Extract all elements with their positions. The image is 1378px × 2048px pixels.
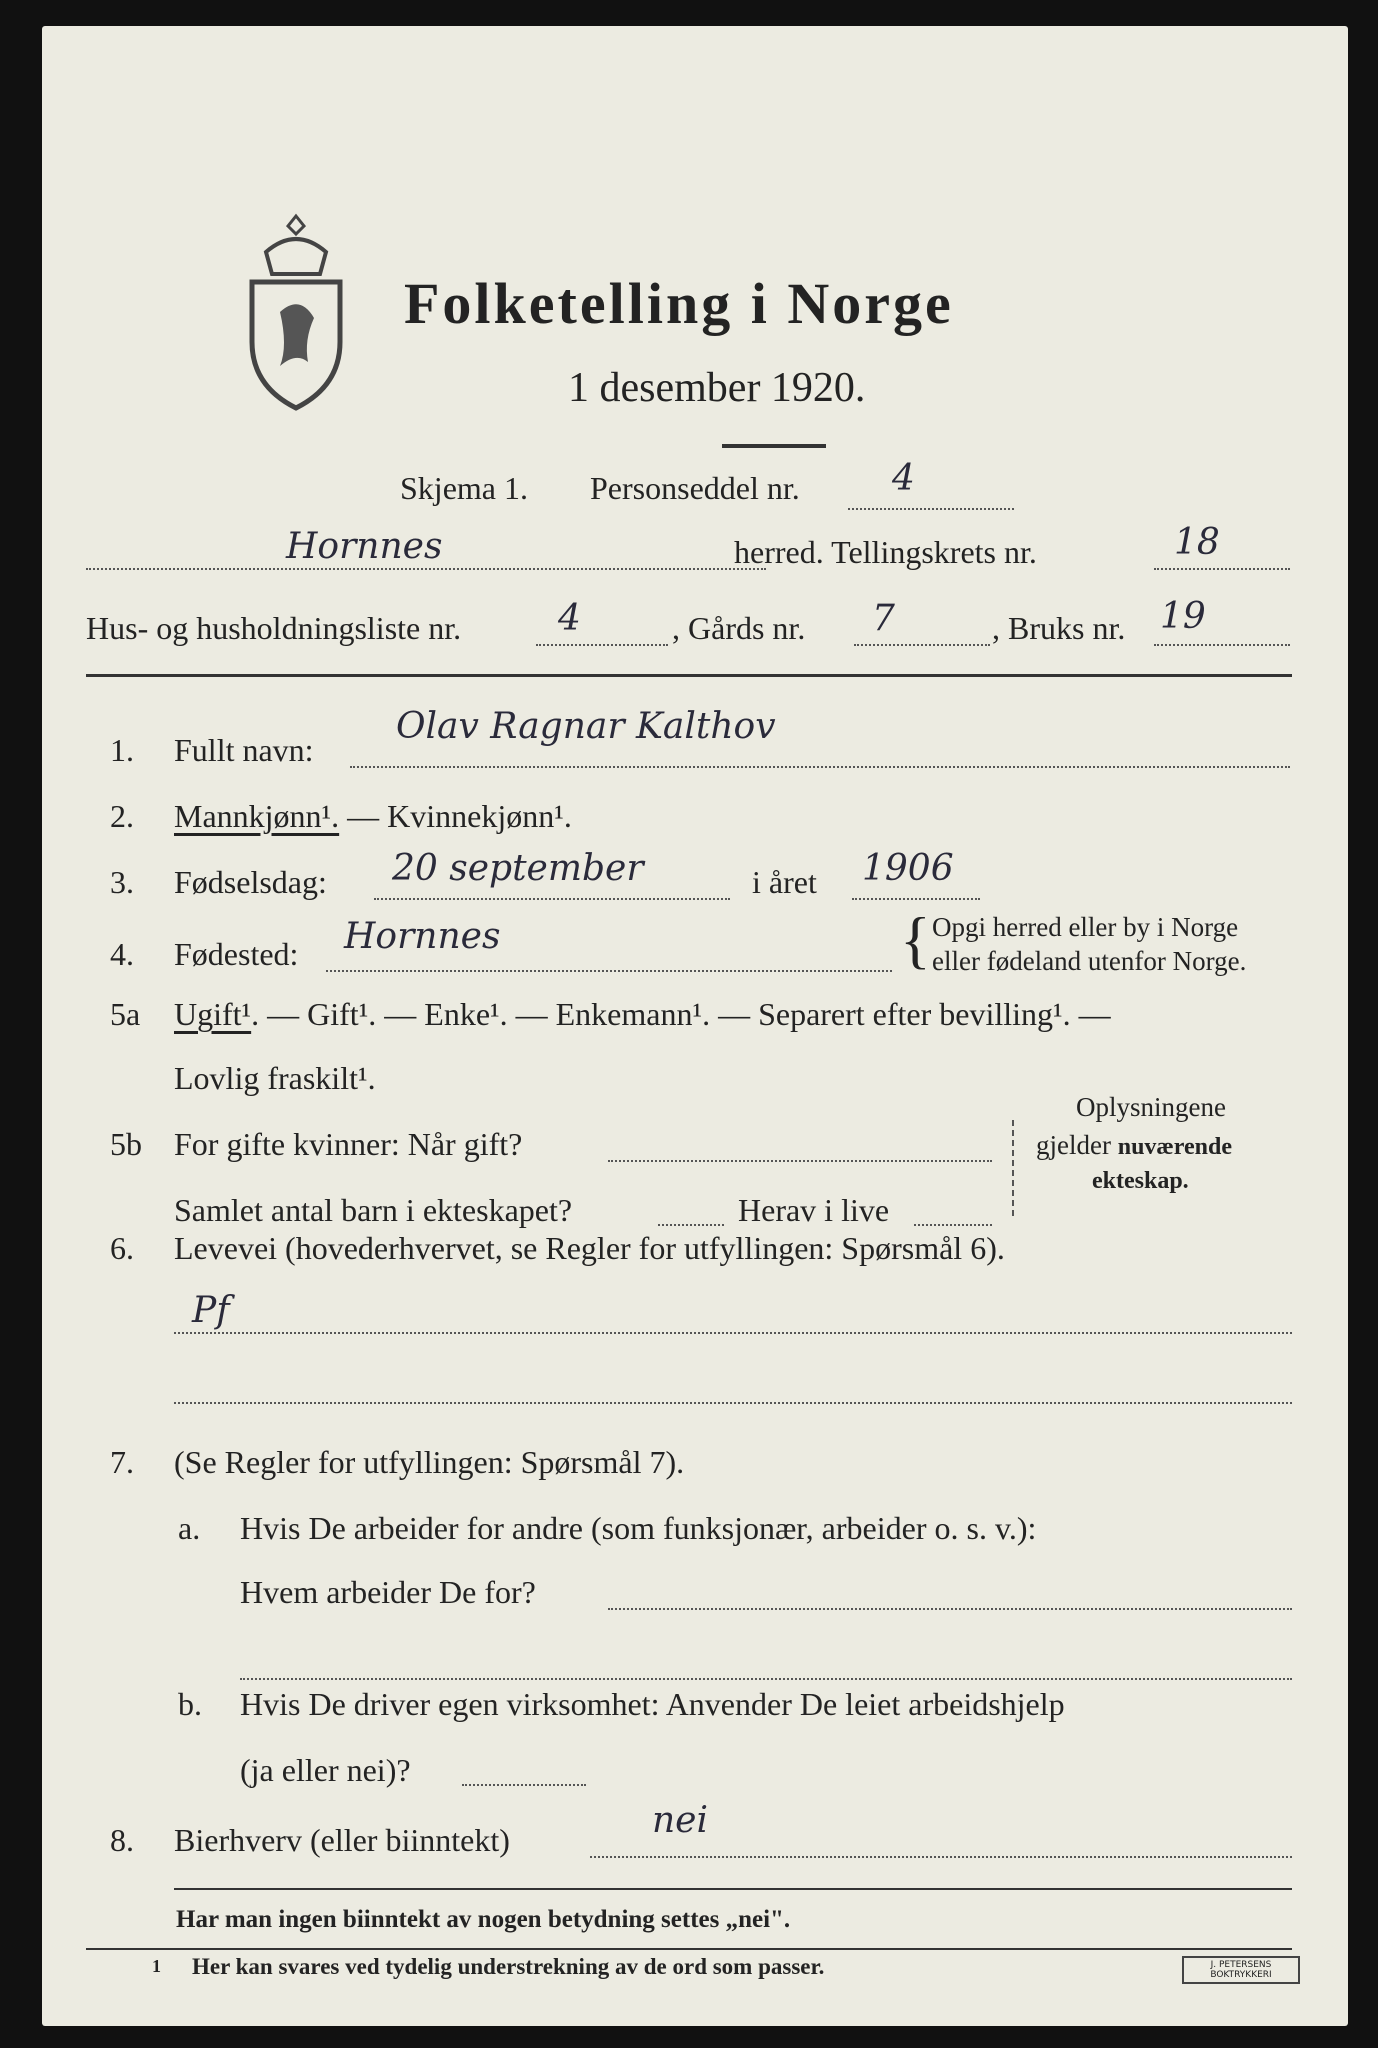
q6-line1 [174,1332,1292,1334]
q1-value: Olav Ragnar Kalthov [396,706,776,747]
q7b-letter: b. [178,1686,202,1722]
q3-label: Fødselsdag: [174,864,327,900]
q4-value: Hornnes [344,916,501,957]
census-date: 1 desember 1920. [568,365,866,411]
q3-year-label: i året [752,864,817,900]
footer-rule-bottom [86,1948,1292,1950]
q8-number: 8. [110,1822,134,1858]
schema-label: Skjema 1. [400,470,528,506]
q6-label: Levevei (hovederhvervet, se Regler for utfyllingen: Spørsmål 6). [174,1230,1005,1266]
q5b-label1: For gifte kvinner: Når gift? [174,1126,523,1162]
q5a-option-fraskilt: Lovlig fraskilt¹. [174,1060,376,1096]
q7a-label: Hvis De arbeider for andre (som funksjonær, arbeider o. s. v.): [240,1510,1037,1546]
title-divider [722,444,826,448]
tellingskrets-value: 18 [1174,522,1220,563]
herred-line [86,568,766,570]
q5b-line3 [914,1224,992,1226]
q5b-note-bold: nuværende [1117,1134,1232,1160]
page-title: Folketelling i Norge [404,271,954,336]
gards-line [854,644,990,646]
q5b-note-gjelder: gjelder [1036,1130,1118,1160]
bruks-label: , Bruks nr. [992,610,1126,646]
q7a-line2 [240,1678,1292,1680]
q8-line [590,1856,1292,1858]
q2-option-kvinne: Kvinnekjønn¹. [387,798,572,834]
q7b-question: (ja eller nei)? [240,1752,411,1788]
q4-label: Fødested: [174,936,299,972]
footnote-text: Her kan svares ved tydelig understrekning av de ord som passer. [192,1954,825,1979]
gards-value: 7 [872,598,895,639]
q3-number: 3. [110,864,134,900]
q2-label [174,798,572,835]
personseddel-line [848,508,1014,510]
q7-label: (Se Regler for utfyllingen: Spørsmål 7). [174,1444,685,1480]
census-form [42,26,1348,2026]
hus-value: 4 [558,598,581,639]
q5a-number: 5a [110,996,141,1032]
herred-label: herred. Tellingskrets nr. [734,534,1037,570]
q7-number: 7. [110,1444,134,1480]
personseddel-value: 4 [892,458,915,499]
q2-separator: — [339,798,388,834]
q2-number: 2. [110,798,134,834]
q3-year-value: 1906 [862,848,954,889]
hus-label: Hus- og husholdningsliste nr. [86,610,462,646]
q1-label: Fullt navn: [174,732,314,768]
q5b-number: 5b [110,1126,142,1162]
q5a-rest: . — Gift¹. — Enke¹. — Enkemann¹. — Separert efter bevilling¹. — [251,996,1111,1032]
header-rule [86,674,1292,677]
gards-label: , Gårds nr. [672,610,806,646]
q5b-note-line1: Oplysningene [1076,1092,1226,1122]
coat-of-arms-icon [240,212,352,412]
q7b-line [462,1784,586,1786]
q8-value: nei [652,1800,709,1841]
q5b-line1 [608,1160,992,1162]
q4-number: 4. [110,936,134,972]
q5b-label3: Herav i live [738,1192,890,1228]
q7a-question: Hvem arbeider De for? [240,1574,536,1610]
personseddel-label: Personseddel nr. [590,470,800,506]
q5b-label2: Samlet antal barn i ekteskapet? [174,1192,573,1228]
q4-note-line2: eller fødeland utenfor Norge. [932,946,1247,976]
q5b-divider [1012,1120,1014,1216]
q4-note-line1: Opgi herred eller by i Norge [932,912,1239,942]
q3-day-line [374,898,730,900]
q1-line [350,766,1290,768]
herred-value: Hornnes [286,526,443,567]
footnote-marker: 1 [152,1956,161,1976]
q3-day-value: 20 september [392,848,644,889]
q5b-line2 [658,1224,724,1226]
q6-number: 6. [110,1230,134,1266]
q5a-options [174,996,1111,1033]
q5a-option-ugift: Ugift¹ [174,996,252,1032]
q4-brace: { [900,904,931,975]
footer-note: Har man ingen biinntekt av nogen betydning settes „nei". [176,1906,791,1933]
q8-label: Bierhverv (eller biinntekt) [174,1822,510,1858]
q5b-note-line3: ekteskap. [1092,1168,1189,1194]
bruks-value: 19 [1160,596,1206,637]
tellingskrets-line [1154,568,1290,570]
footer-rule-top [174,1888,1292,1890]
q7b-label: Hvis De driver egen virksomhet: Anvender De leiet arbeidshjelp [240,1686,1065,1722]
q6-line2 [174,1402,1292,1404]
q1-number: 1. [110,732,134,768]
q5b-note-line2 [1036,1130,1232,1161]
q2-option-mann: Mannkjønn¹. [174,798,340,834]
q7a-letter: a. [178,1510,201,1546]
bruks-line [1154,644,1290,646]
hus-line [536,644,668,646]
printer-stamp: J. PETERSENS BOKTRYKKERI [1182,1956,1300,1984]
q3-year-line [852,898,980,900]
q6-value: Pf [192,1290,230,1331]
q4-line [326,970,892,972]
q7a-line1 [608,1608,1292,1610]
